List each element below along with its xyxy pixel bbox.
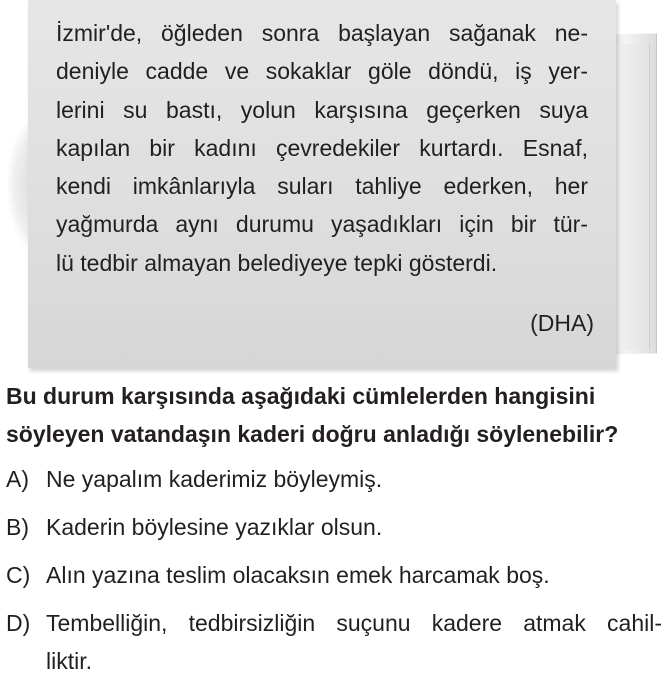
option-line: Ne yapalım kaderimiz böyleymiş.	[46, 466, 383, 492]
paper-stack-edge-inner	[612, 43, 650, 350]
option-line: liktir.	[46, 648, 92, 674]
option-a[interactable]	[6, 460, 662, 498]
option-line: Alın yazına teslim olacaksın emek harcamak boş.	[46, 562, 550, 588]
option-key: D)	[6, 610, 31, 636]
passage-line: İzmir'de, öğleden sonra başlayan sağanak ne-	[56, 20, 588, 46]
passage-card	[18, 0, 644, 372]
option-text	[46, 556, 662, 594]
passage-line: lü tedbir almayan belediyeye tepki gösterdi.	[56, 249, 498, 276]
passage-line: kapılan bir kadını çevredekiler kurtardı. Esnaf,	[56, 134, 588, 161]
option-key: A)	[6, 466, 29, 492]
question-line: söyleyen vatandaşın kaderi doğru anladığı söylenebilir?	[6, 421, 619, 447]
passage-line: lerini su bastı, yolun karşısına geçerken suya	[56, 96, 588, 123]
passage-text	[56, 14, 588, 282]
passage-note	[28, 0, 616, 368]
passage-line: kendi imkânlarıyla suları tahliye ederken, her	[56, 173, 588, 200]
option-line: Tembelliğin, tedbirsizliğin suçunu kadere atmak cahil-	[46, 610, 662, 636]
passage-source: (DHA)	[530, 310, 594, 336]
option-text	[46, 460, 662, 498]
question-line: Bu durum karşısında aşağıdaki cümlelerden hangisini	[6, 383, 596, 409]
option-b[interactable]	[6, 508, 662, 546]
option-key: C)	[6, 562, 31, 588]
passage-line: deniyle cadde ve sokaklar göle döndü, iş yer-	[56, 58, 588, 85]
option-text	[46, 604, 662, 680]
question-stem	[6, 377, 662, 453]
option-text	[46, 508, 662, 546]
option-line: Kaderin böylesine yazıklar olsun.	[46, 514, 383, 540]
option-d[interactable]	[6, 604, 662, 680]
option-key: B)	[6, 514, 29, 540]
option-c[interactable]	[6, 556, 662, 594]
passage-line: yağmurda aynı durumu yaşadıkları için bir tür-	[56, 211, 588, 238]
answer-options	[6, 460, 662, 690]
